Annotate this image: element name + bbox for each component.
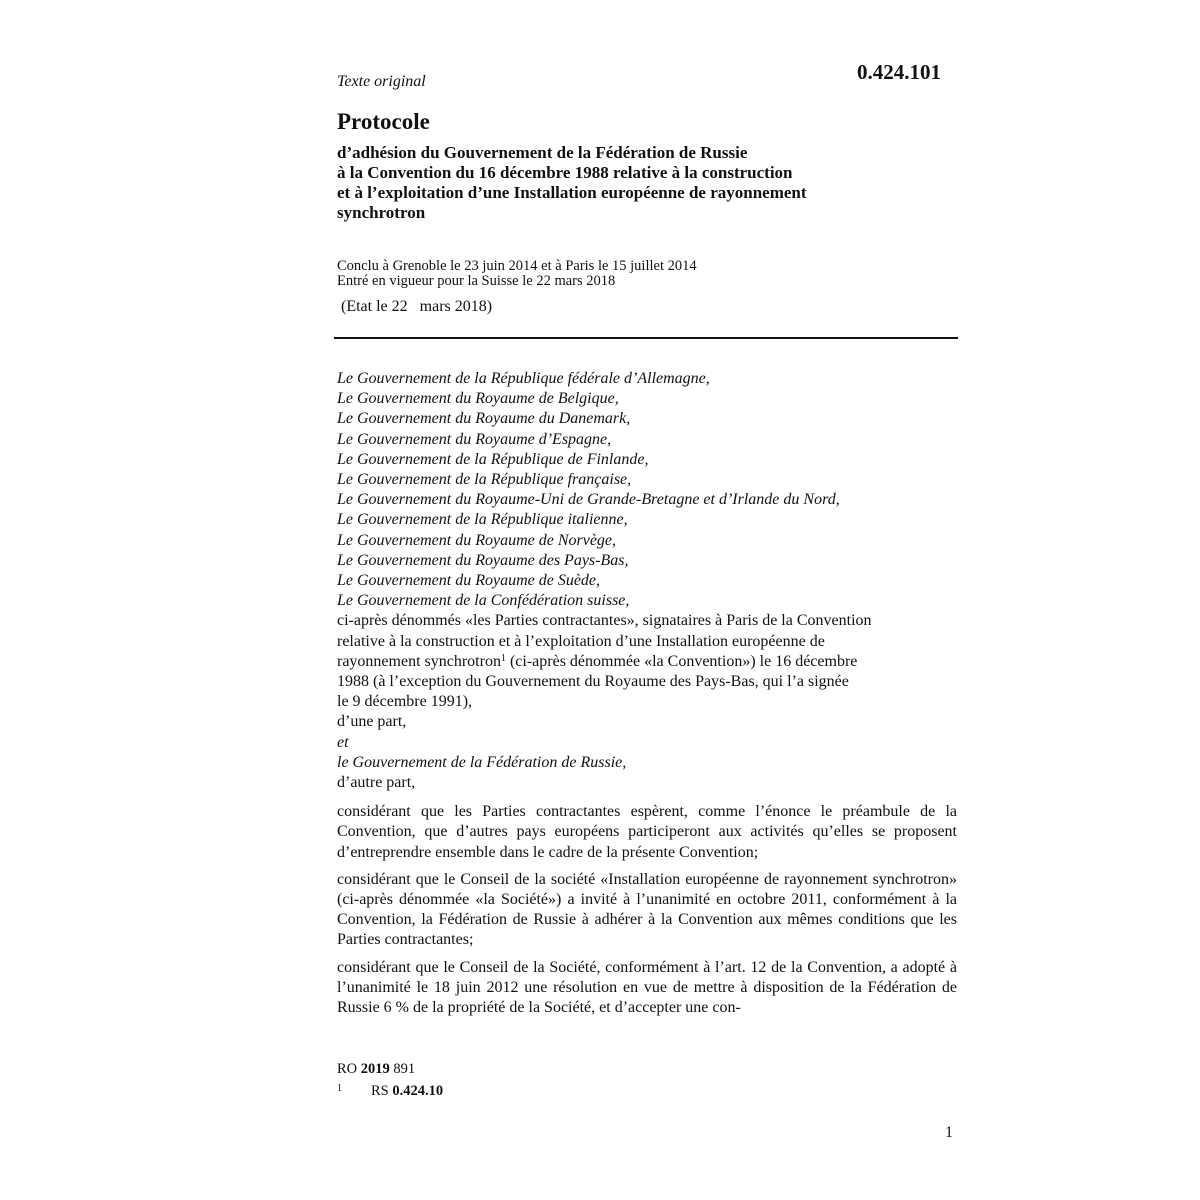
ro-page: 891: [393, 1061, 416, 1077]
government-line: Le Gouvernement du Royaume de Norvège,: [337, 531, 617, 549]
et-conjunction: et: [337, 733, 349, 751]
ci-apres-line: le 9 décembre 1991),: [337, 693, 473, 711]
government-line: Le Gouvernement du Royaume de Belgique,: [337, 390, 619, 408]
autre-part: d’autre part,: [337, 774, 416, 792]
texte-original-label: Texte original: [337, 73, 426, 90]
considerant-paragraph: considérant que le Conseil de la Société, conformément à l’art. 12 de la Convention, a adopté à l’unanimité le 18 juin 2012 une résolution en vue de mettre à disposition de la Fédération de Russie 6 % de la propriété de la Société, et d’accepter une con-: [337, 958, 957, 1017]
ci-apres-line: [337, 652, 957, 672]
ci-apres-text: rayonnement synchrotron: [337, 652, 501, 670]
page-number: 1: [945, 1124, 953, 1141]
government-line: Le Gouvernement du Royaume d’Espagne,: [337, 430, 612, 448]
subtitle-line: et à l’exploitation d’une Installation européenne de rayonnement: [337, 183, 807, 202]
government-line: Le Gouvernement du Royaume-Uni de Grande-Bretagne et d’Irlande du Nord,: [337, 491, 840, 509]
subtitle: [337, 143, 807, 223]
considerant-paragraph: considérant que les Parties contractantes espèrent, comme l’énonce le préambule de la Convention, que d’autres pays européens participeront aux activités qu’elles se proposent d’entreprendre ensemble dans le cadre de la présente Convention;: [337, 803, 957, 861]
footnote-reference: 1: [500, 652, 506, 664]
ci-apres-line: 1988 (à l’exception du Gouvernement du Royaume des Pays-Bas, qui l’a signée: [337, 673, 849, 691]
government-line: Le Gouvernement de la Confédération suisse,: [337, 592, 630, 610]
government-line: Le Gouvernement du Royaume de Suède,: [337, 572, 601, 590]
rs-prefix: RS: [371, 1083, 389, 1099]
government-line: Le Gouvernement du Royaume des Pays-Bas,: [337, 551, 629, 569]
in-force-date: Entré en vigueur pour la Suisse le 22 mars 2018: [337, 273, 616, 289]
footnotes: [337, 1059, 443, 1101]
government-line: Le Gouvernement du Royaume du Danemark,: [337, 410, 631, 428]
considerant-paragraph: considérant que le Conseil de la société «Installation européenne de rayonnement synchrotron» (ci-après dénommée «la Société») a invité à l’unanimité en octobre 2011, conformément à la Convention, la Fédération de Russie à adhérer à la Convention aux mêmes conditions que les Parties contractantes;: [337, 870, 957, 949]
government-line: Le Gouvernement de la République italienne,: [337, 511, 628, 529]
rs-number: 0.424.10: [392, 1083, 444, 1099]
ro-year: 2019: [360, 1061, 390, 1077]
ci-apres-text: (ci-après dénommée «la Convention») le 16 décembre: [505, 652, 858, 670]
une-part: d’une part,: [337, 713, 407, 731]
russia-government: le Gouvernement de la Fédération de Russie,: [337, 753, 627, 771]
subtitle-line: à la Convention du 16 décembre 1988 relative à la construction: [337, 163, 793, 182]
page-title: Protocole: [337, 109, 430, 134]
metadata: [337, 259, 697, 289]
concluded-date: Conclu à Grenoble le 23 juin 2014 et à Paris le 15 juillet 2014: [337, 258, 697, 274]
subtitle-line: d’adhésion du Gouvernement de la Fédération de Russie: [337, 143, 748, 162]
ro-reference: [337, 1059, 443, 1079]
document-body: [337, 369, 957, 1018]
ro-prefix: RO: [337, 1061, 358, 1077]
etat-date: (Etat le 22 mars 2018): [341, 298, 493, 315]
government-line: Le Gouvernement de la République française,: [337, 471, 632, 489]
horizontal-rule: [334, 337, 958, 339]
footnote-mark: 1: [337, 1083, 342, 1094]
footnote-1: [337, 1079, 443, 1101]
ci-apres-line: ci-après dénommés «les Parties contractantes», signataires à Paris de la Convention: [337, 612, 872, 630]
subtitle-line: synchrotron: [337, 203, 426, 222]
ci-apres-line: relative à la construction et à l’exploitation d’une Installation européenne de: [337, 632, 825, 650]
document-number: 0.424.101: [857, 60, 941, 84]
government-line: Le Gouvernement de la République de Finlande,: [337, 450, 649, 468]
government-line: Le Gouvernement de la République fédérale d’Allemagne,: [337, 370, 710, 387]
